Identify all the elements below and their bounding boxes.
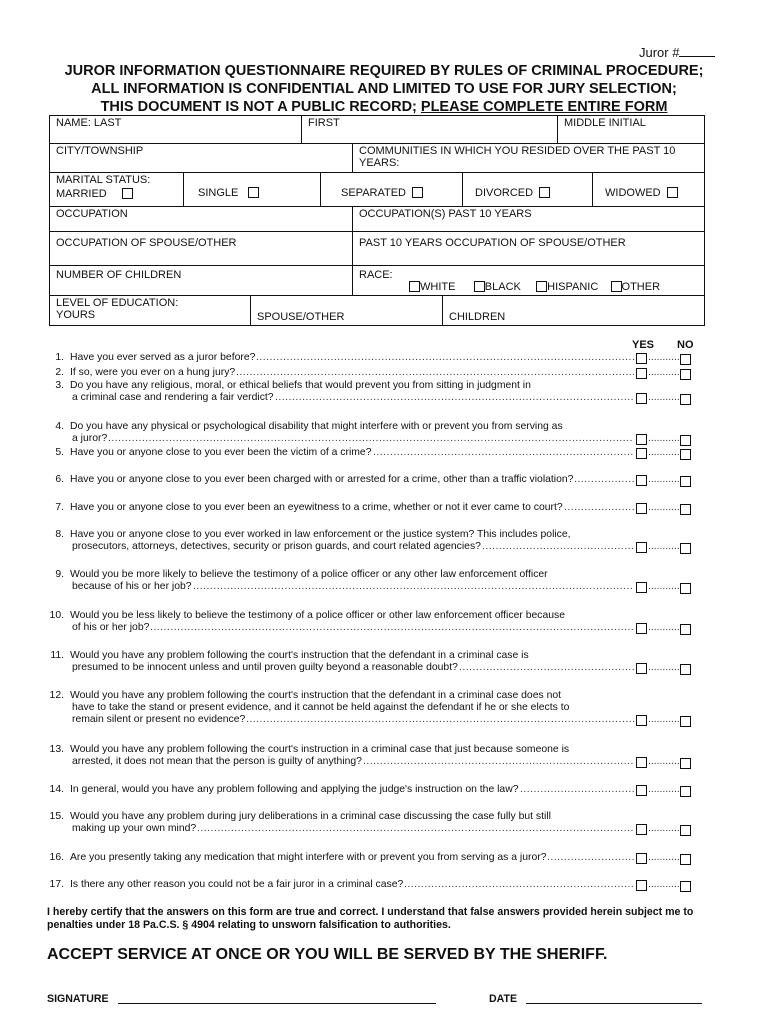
leader-dots (648, 823, 679, 835)
question-text-line: making up your own mind? (72, 823, 197, 834)
last-name-field[interactable] (50, 116, 301, 143)
question-number: 14. (49, 784, 64, 795)
education-children-field[interactable] (442, 296, 704, 326)
education-children-label: CHILDREN (449, 311, 506, 323)
yes-checkbox[interactable] (636, 853, 647, 864)
question-text-line: a juror? (72, 433, 108, 444)
question-number: 17. (49, 879, 64, 890)
title-line-1: JUROR INFORMATION QUESTIONNAIRE REQUIRED BY RULES OF CRIMINAL PROCEDURE; (64, 63, 704, 79)
education-yours-label: YOURS (56, 309, 96, 321)
question-number: 11. (50, 650, 64, 661)
juror-number-field (639, 45, 715, 60)
title-line-2: ALL INFORMATION IS CONFIDENTIAL AND LIMITED TO USE FOR JURY SELECTION; (91, 81, 677, 97)
signature-label: SIGNATURE (47, 993, 109, 1005)
communities-field[interactable] (352, 144, 704, 172)
question-text-line: Have you or anyone close to you ever worked in law enforcement or the justice system? This includes police, (70, 529, 571, 540)
leader-dots (246, 714, 634, 726)
other-race-label: OTHER (621, 281, 661, 293)
leader-dots (648, 784, 679, 796)
question-text-line: because of his or her job? (72, 581, 192, 592)
yes-checkbox[interactable] (636, 663, 647, 674)
leader-dots (648, 622, 679, 634)
leader-dots (197, 823, 634, 835)
question-number: 1. (55, 352, 64, 363)
question-number: 13. (49, 744, 64, 755)
title-line-3-notice: THIS DOCUMENT IS NOT A PUBLIC RECORD; (100, 99, 421, 115)
question-text-line: presumed to be innocent unless and until proven guilty beyond a reasonable doubt? (72, 662, 458, 673)
leader-dots (108, 433, 634, 445)
signature-line[interactable] (118, 1003, 436, 1004)
single-label: SINGLE (198, 187, 239, 199)
question-text-line: Would you have any problem following the court's instruction that the defendant in a criminal case does not (70, 690, 562, 701)
leader-dots (574, 474, 634, 486)
juror-number-blank[interactable] (679, 45, 715, 57)
title-line-3-instruction: PLEASE COMPLETE ENTIRE FORM (420, 99, 668, 115)
leader-dots (363, 756, 634, 768)
juror-number-label: Juror # (639, 45, 680, 60)
no-checkbox[interactable] (680, 758, 691, 769)
yes-checkbox[interactable] (636, 542, 647, 553)
leader-dots (648, 502, 679, 514)
widowed-label: WIDOWED (605, 187, 661, 199)
question-number: 8. (55, 529, 64, 540)
date-line[interactable] (526, 1003, 702, 1004)
no-checkbox[interactable] (680, 716, 691, 727)
divorced-checkbox[interactable] (539, 187, 550, 198)
question-number: 16. (49, 852, 64, 863)
no-checkbox[interactable] (680, 786, 691, 797)
education-label: LEVEL OF EDUCATION: (56, 297, 179, 309)
hispanic-label: HISPANIC (547, 281, 599, 293)
residence-row (50, 144, 704, 173)
leader-dots (547, 852, 634, 864)
no-checkbox[interactable] (680, 435, 691, 446)
no-checkbox[interactable] (680, 369, 691, 380)
no-checkbox[interactable] (680, 664, 691, 675)
white-label: WHITE (420, 281, 456, 293)
yes-checkbox[interactable] (636, 434, 647, 445)
leader-dots (459, 662, 634, 674)
middle-initial-label: MIDDLE INITIAL (564, 117, 646, 129)
no-checkbox[interactable] (680, 504, 691, 515)
occupation-label: OCCUPATION (56, 208, 128, 220)
leader-dots (256, 352, 634, 364)
education-spouse-field[interactable] (250, 296, 442, 326)
widowed-checkbox[interactable] (667, 187, 678, 198)
question-text-line: Would you have any problem following the court's instruction that the defendant in a criminal case is (70, 650, 529, 661)
education-row (50, 296, 704, 326)
hispanic-checkbox[interactable] (536, 281, 547, 292)
city-field[interactable] (50, 144, 352, 172)
leader-dots (648, 756, 679, 768)
sheriff-warning: ACCEPT SERVICE AT ONCE OR YOU WILL BE SERVED BY THE SHERIFF. (47, 946, 608, 963)
question-number: 3. (55, 380, 64, 391)
leader-dots (648, 662, 679, 674)
leader-dots (150, 622, 634, 634)
last-name-label: NAME: LAST (56, 117, 122, 129)
first-name-field[interactable] (301, 116, 557, 143)
question-text-line: Have you or anyone close to you ever been an eyewitness to a crime, whether or not it ever came to court? (70, 502, 563, 513)
spouse-past-occupation-label: PAST 10 YEARS OCCUPATION OF SPOUSE/OTHER (359, 237, 626, 249)
question-number: 15. (49, 811, 64, 822)
married-label: MARRIED (56, 188, 107, 200)
question-text-line: arrested, it does not mean that the person is guilty of anything? (72, 756, 362, 767)
yes-checkbox[interactable] (636, 582, 647, 593)
title-line-3 (0, 98, 768, 116)
certification-statement: I hereby certify that the answers on this form are true and correct. I understand that false answers provided herein subject me to penalties under 18 Pa.C.S. § 4904 relating to unsworn falsification to authorities. (47, 906, 694, 931)
yes-checkbox[interactable] (636, 785, 647, 796)
occupation-row (50, 207, 704, 232)
marital-status-label: MARITAL STATUS: (56, 174, 151, 186)
spouse-occupation-row (50, 232, 704, 266)
leader-dots (404, 879, 634, 891)
no-checkbox[interactable] (680, 825, 691, 836)
yes-checkbox[interactable] (636, 448, 647, 459)
marital-single-cell (183, 173, 320, 206)
leader-dots (482, 541, 634, 553)
yes-checkbox[interactable] (636, 715, 647, 726)
education-yours-field[interactable] (50, 296, 250, 326)
children-count-label: NUMBER OF CHILDREN (56, 269, 182, 281)
leader-dots (648, 352, 679, 364)
question-number: 9. (55, 569, 64, 580)
question-text-line: Would you have any problem during jury deliberations in a criminal case discussing the case fully but still (70, 811, 551, 822)
question-number: 12. (49, 690, 64, 701)
yes-checkbox[interactable] (636, 368, 647, 379)
question-text-line: Is there any other reason you could not be a fair juror in a criminal case? (70, 879, 404, 890)
date-label: DATE (489, 993, 518, 1005)
question-number: 4. (55, 421, 64, 432)
form-title (0, 62, 768, 116)
education-spouse-label: SPOUSE/OTHER (257, 311, 345, 323)
no-checkbox[interactable] (680, 624, 691, 635)
children-count-field[interactable] (50, 266, 352, 295)
yes-checkbox[interactable] (636, 824, 647, 835)
marital-widowed-cell (592, 173, 704, 206)
yes-checkbox[interactable] (636, 475, 647, 486)
leader-dots (648, 714, 679, 726)
question-number: 5. (55, 447, 64, 458)
leader-dots (236, 367, 634, 379)
white-checkbox[interactable] (409, 281, 420, 292)
no-checkbox[interactable] (680, 449, 691, 460)
leader-dots (648, 447, 679, 459)
yes-checkbox[interactable] (636, 353, 647, 364)
question-text-line: Do you have any religious, moral, or ethical beliefs that would prevent you from sitting in judgment in (70, 380, 531, 391)
leader-dots (648, 367, 679, 379)
no-checkbox[interactable] (680, 583, 691, 594)
occupations-past-label: OCCUPATION(S) PAST 10 YEARS (359, 208, 532, 220)
name-row (50, 116, 704, 144)
personal-info-table (49, 115, 705, 326)
no-column-header: NO (677, 339, 694, 351)
question-text-line: Are you presently taking any medication that might interfere with or prevent you from serving as a juror? (70, 852, 547, 863)
spouse-occupation-label: OCCUPATION OF SPOUSE/OTHER (56, 237, 237, 249)
marital-separated-cell (320, 173, 462, 206)
question-text-line: of his or her job? (72, 622, 150, 633)
question-text-line: Would you be more likely to believe the testimony of a police officer or any other law enforcement officer (70, 569, 548, 580)
single-checkbox[interactable] (248, 187, 259, 198)
leader-dots (648, 541, 679, 553)
question-text-line: Would you have any problem following the court's instruction in a criminal case that just because someone is (70, 744, 570, 755)
occupations-past-field[interactable] (352, 207, 704, 231)
leader-dots (520, 784, 634, 796)
leader-dots (648, 433, 679, 445)
yes-checkbox[interactable] (636, 757, 647, 768)
question-text-line: In general, would you have any problem following and applying the judge's instruction on the law? (70, 784, 519, 795)
spouse-occupation-field[interactable] (50, 232, 352, 265)
no-checkbox[interactable] (680, 543, 691, 554)
leader-dots (193, 581, 634, 593)
question-text-line: Have you or anyone close to you ever been charged with or arrested for a crime, other than a traffic violation? (70, 474, 574, 485)
leader-dots (648, 852, 679, 864)
question-text-line: Do you have any physical or psychological disability that might interfere with or prevent you from serving as (70, 421, 563, 432)
question-text-line: a criminal case and rendering a fair verdict? (72, 392, 274, 403)
first-name-label: FIRST (308, 117, 340, 129)
divorced-label: DIVORCED (475, 187, 534, 199)
race-label: RACE: (359, 269, 393, 281)
question-text-line: remain silent or present no evidence? (72, 714, 246, 725)
question-text-line: Would you be less likely to believe the testimony of a police officer or other law enforcement officer because (70, 610, 565, 621)
yes-checkbox[interactable] (636, 393, 647, 404)
leader-dots (648, 474, 679, 486)
leader-dots (648, 581, 679, 593)
no-checkbox[interactable] (680, 854, 691, 865)
question-text-line: Have you or anyone close to you ever been the victim of a crime? (70, 447, 372, 458)
marital-divorced-cell (462, 173, 592, 206)
yes-column-header: YES (632, 339, 655, 351)
no-checkbox[interactable] (680, 881, 691, 892)
yes-checkbox[interactable] (636, 880, 647, 891)
question-text-line: Have you ever served as a juror before? (70, 352, 256, 363)
question-number: 6. (55, 474, 64, 485)
question-number: 10. (49, 610, 64, 621)
leader-dots (648, 392, 679, 404)
race-cell (352, 266, 704, 295)
no-checkbox[interactable] (680, 476, 691, 487)
marital-status-row (50, 173, 704, 207)
leader-dots (564, 502, 634, 514)
question-text-line: prosecutors, attorneys, detectives, security or prison guards, and court related agencies? (72, 541, 481, 552)
other-race-checkbox[interactable] (611, 281, 622, 292)
separated-checkbox[interactable] (412, 187, 423, 198)
question-number: 2. (55, 367, 64, 378)
black-label: BLACK (484, 281, 521, 293)
leader-dots (648, 879, 679, 891)
question-text-line: have to take the stand or present evidence, and it cannot be held against the defendant if he or she elects to (72, 702, 570, 713)
question-text-line: If so, were you ever on a hung jury? (70, 367, 236, 378)
yes-checkbox[interactable] (636, 623, 647, 634)
separated-label: SEPARATED (341, 187, 406, 199)
no-checkbox[interactable] (680, 354, 691, 365)
spouse-past-occupation-field[interactable] (352, 232, 704, 265)
no-checkbox[interactable] (680, 394, 691, 405)
communities-label: COMMUNITIES IN WHICH YOU RESIDED OVER THE PAST 10 YEARS: (359, 145, 676, 169)
leader-dots (373, 447, 634, 459)
married-checkbox[interactable] (122, 188, 133, 199)
leader-dots (275, 392, 634, 404)
city-label: CITY/TOWNSHIP (56, 145, 144, 157)
black-checkbox[interactable] (474, 281, 485, 292)
yes-checkbox[interactable] (636, 503, 647, 514)
marital-married-cell (50, 173, 183, 206)
children-race-row (50, 266, 704, 296)
middle-initial-field[interactable] (557, 116, 704, 143)
occupation-field[interactable] (50, 207, 352, 231)
question-number: 7. (55, 502, 64, 513)
